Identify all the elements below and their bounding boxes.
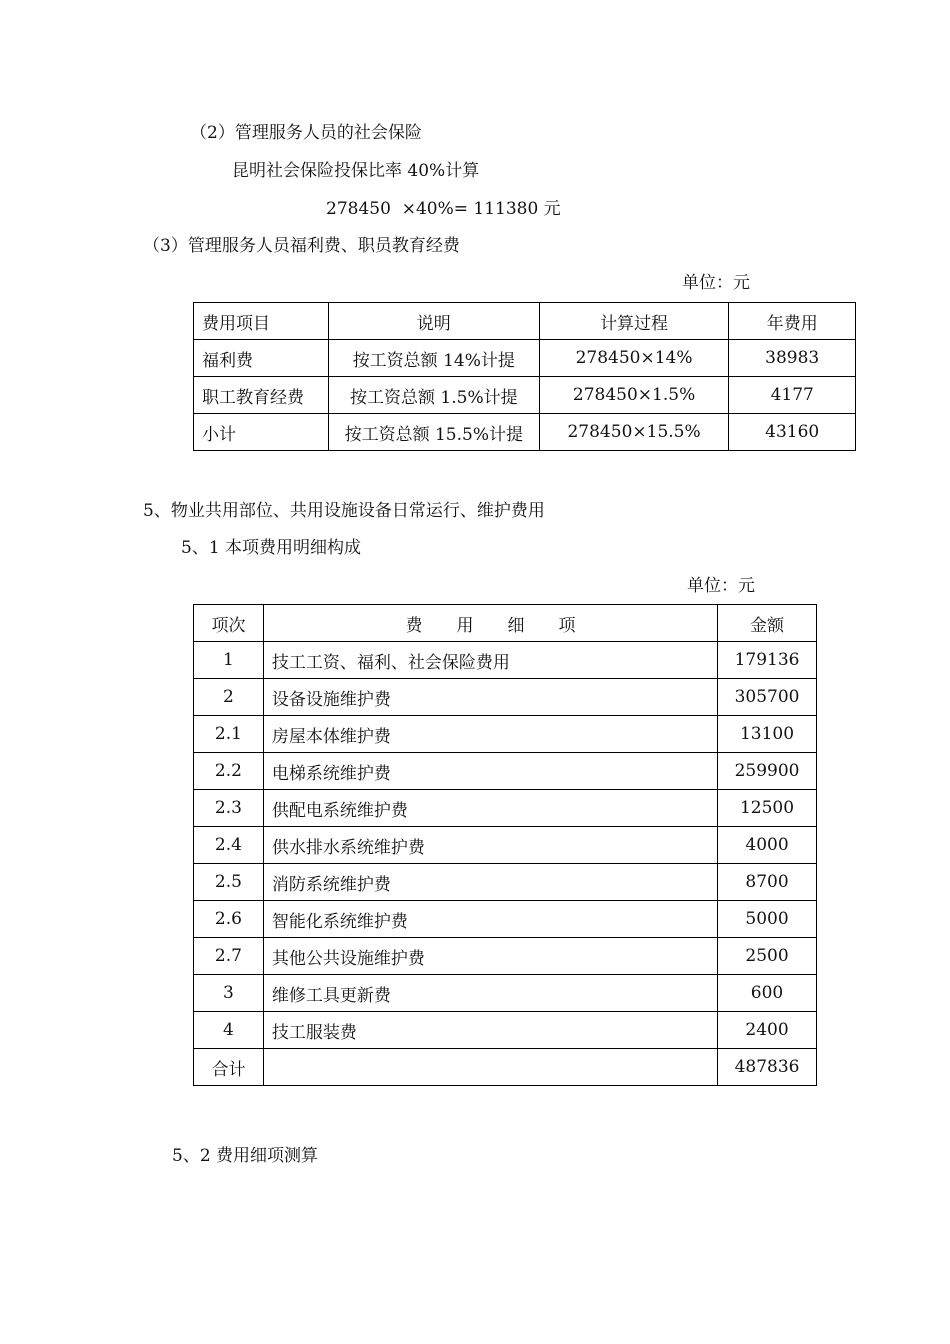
cell-item-number: 4 [194,1012,264,1049]
table-row [194,901,817,938]
cell-total-description [263,1049,717,1086]
section-5-1-heading: 5、1 本项费用明细构成 [181,538,362,558]
unit-label-2: 单位：元 [687,576,755,596]
cell-total-label: 合计 [194,1049,264,1086]
cell-amount: 2400 [718,1012,817,1049]
table-row [194,1012,817,1049]
cell-item: 职工教育经费 [194,377,329,414]
header-amount: 金额 [718,605,817,642]
header-cost-item: 费 用 细 项 [263,605,717,642]
cell-item-number: 2.3 [194,790,264,827]
social-insurance-formula: 278450 ×40%= 111380 元 [326,199,561,219]
table-row [194,753,817,790]
cell-item-number: 3 [194,975,264,1012]
table-row [194,864,817,901]
section-2-heading: （2）管理服务人员的社会保险 [190,123,422,143]
cell-amount: 259900 [718,753,817,790]
section-5-2-heading: 5、2 费用细项测算 [172,1146,319,1166]
cell-annual-cost: 43160 [729,414,856,451]
cell-item-number: 1 [194,642,264,679]
cell-cost-item: 技工工资、福利、社会保险费用 [263,642,717,679]
cell-cost-item: 电梯系统维护费 [263,753,717,790]
social-insurance-rate-note: 昆明社会保险投保比率 40%计算 [232,161,480,181]
maintenance-cost-table [193,604,817,1086]
cell-amount: 600 [718,975,817,1012]
table-row [194,716,817,753]
cell-amount: 12500 [718,790,817,827]
cell-item: 福利费 [194,340,329,377]
cell-item-number: 2.4 [194,827,264,864]
cell-amount: 179136 [718,642,817,679]
table-row [194,679,817,716]
cell-description: 按工资总额 14%计提 [328,340,539,377]
cell-item-number: 2.6 [194,901,264,938]
cell-annual-cost: 4177 [729,377,856,414]
section-5-heading: 5、物业共用部位、共用设施设备日常运行、维护费用 [143,501,545,521]
table-header-row [194,605,817,642]
header-item-number: 项次 [194,605,264,642]
header-calculation: 计算过程 [539,303,729,340]
cell-cost-item: 其他公共设施维护费 [263,938,717,975]
cell-cost-item: 技工服装费 [263,1012,717,1049]
table-row [194,938,817,975]
cell-cost-item: 设备设施维护费 [263,679,717,716]
cell-description: 按工资总额 15.5%计提 [328,414,539,451]
cell-amount: 2500 [718,938,817,975]
cell-amount: 8700 [718,864,817,901]
header-item: 费用项目 [194,303,329,340]
cell-cost-item: 维修工具更新费 [263,975,717,1012]
unit-label-1: 单位：元 [682,273,750,293]
cell-cost-item: 供水排水系统维护费 [263,827,717,864]
cell-description: 按工资总额 1.5%计提 [328,377,539,414]
cell-calculation: 278450×14% [539,340,729,377]
cell-cost-item: 供配电系统维护费 [263,790,717,827]
header-description: 说明 [328,303,539,340]
cell-amount: 305700 [718,679,817,716]
cell-item-number: 2.2 [194,753,264,790]
table-row [194,340,856,377]
cell-cost-item: 房屋本体维护费 [263,716,717,753]
cell-cost-item: 消防系统维护费 [263,864,717,901]
table-row [194,414,856,451]
cell-total-amount: 487836 [718,1049,817,1086]
cell-calculation: 278450×15.5% [539,414,729,451]
table-total-row [194,1049,817,1086]
cell-amount: 13100 [718,716,817,753]
table-row [194,642,817,679]
table-row [194,790,817,827]
section-3-heading: （3）管理服务人员福利费、职员教育经费 [143,236,460,256]
table-header-row [194,303,856,340]
cell-item: 小计 [194,414,329,451]
header-annual-cost: 年费用 [729,303,856,340]
cell-item-number: 2 [194,679,264,716]
welfare-education-table [193,302,856,451]
cell-amount: 4000 [718,827,817,864]
cell-item-number: 2.7 [194,938,264,975]
cell-amount: 5000 [718,901,817,938]
cell-calculation: 278450×1.5% [539,377,729,414]
table-row [194,975,817,1012]
table-row [194,827,817,864]
cell-annual-cost: 38983 [729,340,856,377]
cell-cost-item: 智能化系统维护费 [263,901,717,938]
cell-item-number: 2.5 [194,864,264,901]
cell-item-number: 2.1 [194,716,264,753]
table-row [194,377,856,414]
